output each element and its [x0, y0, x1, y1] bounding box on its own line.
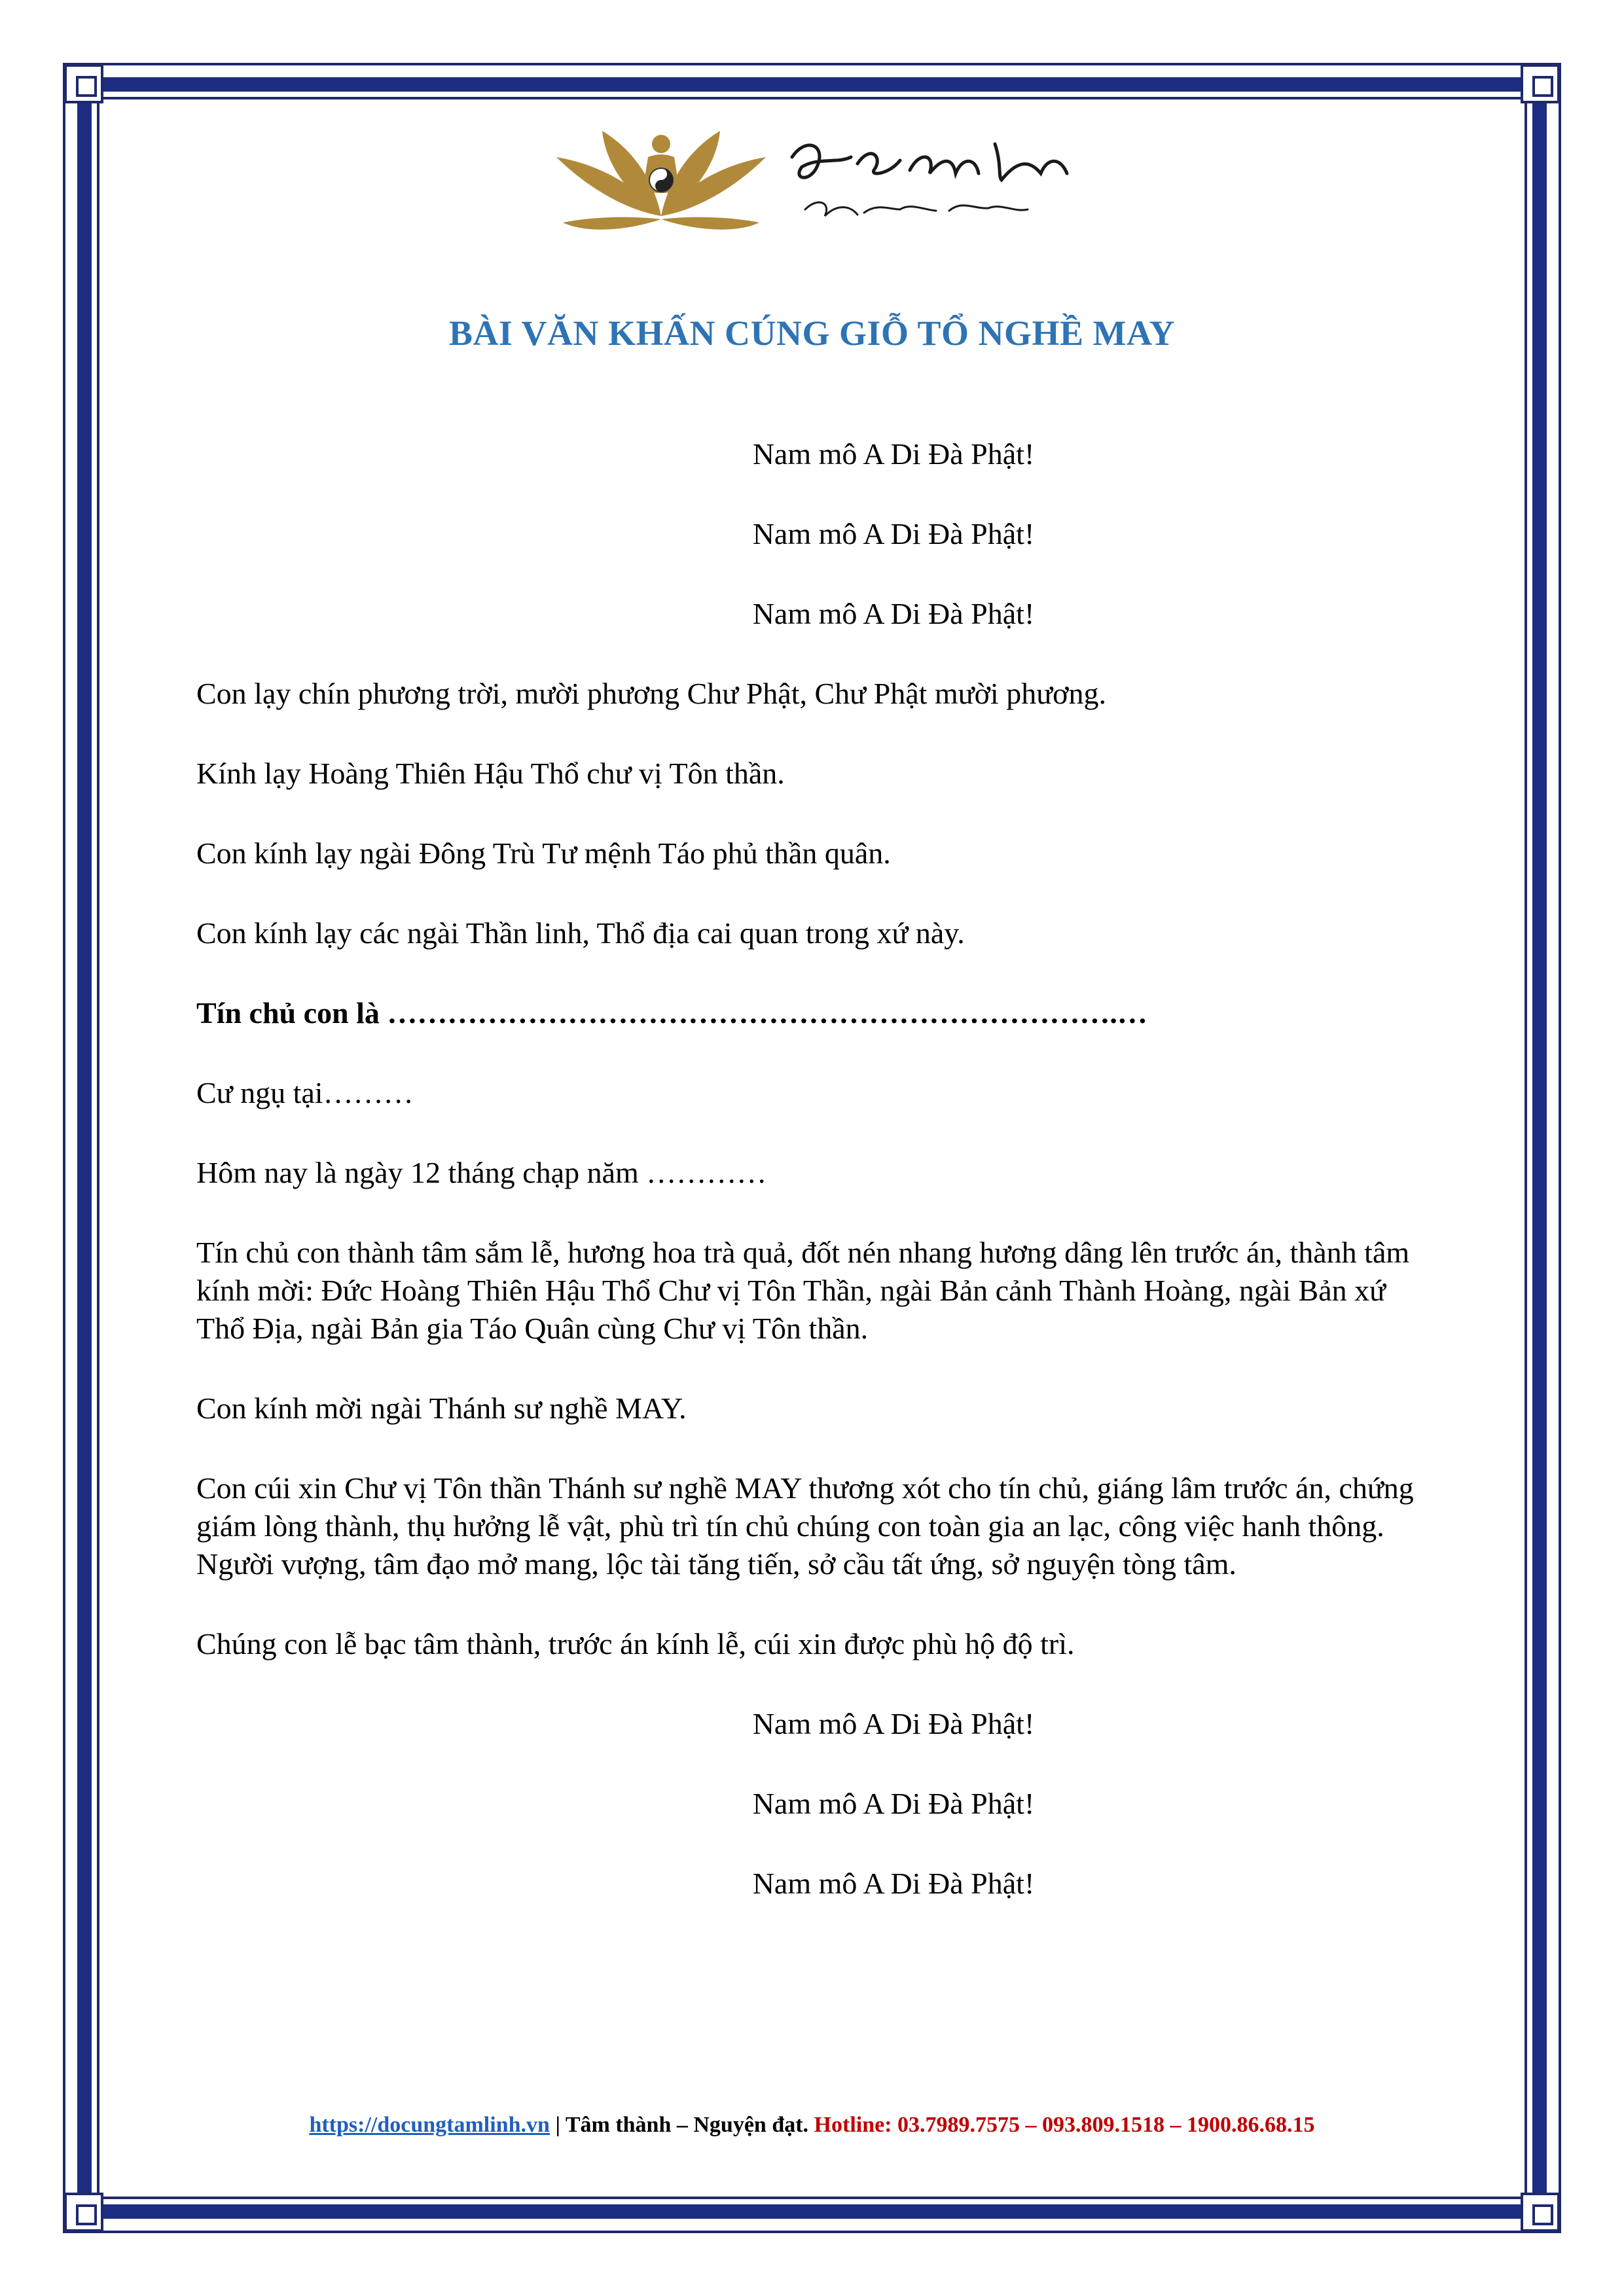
paragraph: Con cúi xin Chư vị Tôn thần Thánh sư nghề MAY thương xót cho tín chủ, giáng lâm trước án, chứng giám lòng thành, thụ hưởng lễ vật, phù trì tín chủ chúng con toàn gia an lạc, công việc hanh thông. Người vượng, tâm đạo mở mang, lộc tài tăng tiến, sở cầu tất ứng, sở nguyện tòng tâm.	[196, 1471, 1414, 1581]
closing-invocation-line: Nam mô A Di Đà Phật!	[752, 1787, 1035, 1820]
date-line: Hôm nay là ngày 12 tháng chạp năm …………	[196, 1156, 767, 1189]
host-name-line: Tín chủ con là ……………………………………………………………….…	[196, 996, 1147, 1030]
paragraph: Con kính lạy ngài Đông Trù Tư mệnh Táo phủ thần quân.	[196, 836, 891, 870]
footer-slogan: Tâm thành – Nguyện đạt.	[565, 2113, 809, 2137]
border-corner-ornament	[1521, 2193, 1560, 2232]
document-title: BÀI VĂN KHẤN CÚNG GIỖ TỔ NGHỀ MAY	[448, 314, 1176, 353]
border-corner-ornament	[64, 2193, 103, 2232]
closing-invocation-line: Nam mô A Di Đà Phật!	[752, 1867, 1035, 1900]
paragraph: Tín chủ con thành tâm sắm lễ, hương hoa trà quả, đốt nén nhang hương dâng lên trước án, thành tâm kính mời: Đức Hoàng Thiên Hậu Thổ Chư vị Tôn Thần, ngài Bản cảnh Thành Hoàng, ngài Bản xứ Thổ Địa, ngài Bản gia Táo Quân cùng Chư vị Tôn thần.	[196, 1236, 1410, 1345]
address-line: Cư ngụ tại………	[196, 1076, 414, 1109]
page-footer	[0, 2113, 1624, 2138]
border-corner-ornament	[1521, 64, 1560, 103]
paragraph: Con kính mời ngài Thánh sư nghề MAY.	[196, 1391, 687, 1425]
border-corner-ornament	[64, 64, 103, 103]
footer-hotline: Hotline: 03.7989.7575 – 093.809.1518 – 1900.86.68.15	[808, 2113, 1315, 2137]
lotus-yinyang-icon	[543, 118, 1100, 249]
invocation-line: Nam mô A Di Đà Phật!	[752, 597, 1035, 630]
paragraph: Kính lạy Hoàng Thiên Hậu Thổ chư vị Tôn thần.	[196, 757, 785, 790]
paragraph: Chúng con lễ bạc tâm thành, trước án kính lễ, cúi xin được phù hộ độ trì.	[196, 1627, 1075, 1660]
paragraph: Con kính lạy các ngài Thần linh, Thổ địa cai quan trong xứ này.	[196, 916, 965, 950]
closing-invocation-line: Nam mô A Di Đà Phật!	[752, 1707, 1035, 1740]
brand-logo	[543, 118, 1100, 249]
website-link[interactable]: https://docungtamlinh.vn	[309, 2113, 550, 2137]
prayer-text	[196, 435, 1427, 1945]
invocation-line: Nam mô A Di Đà Phật!	[752, 517, 1035, 550]
paragraph: Con lạy chín phương trời, mười phương Chư Phật, Chư Phật mười phương.	[196, 677, 1106, 710]
footer-separator: |	[549, 2113, 566, 2137]
invocation-line: Nam mô A Di Đà Phật!	[752, 437, 1035, 471]
